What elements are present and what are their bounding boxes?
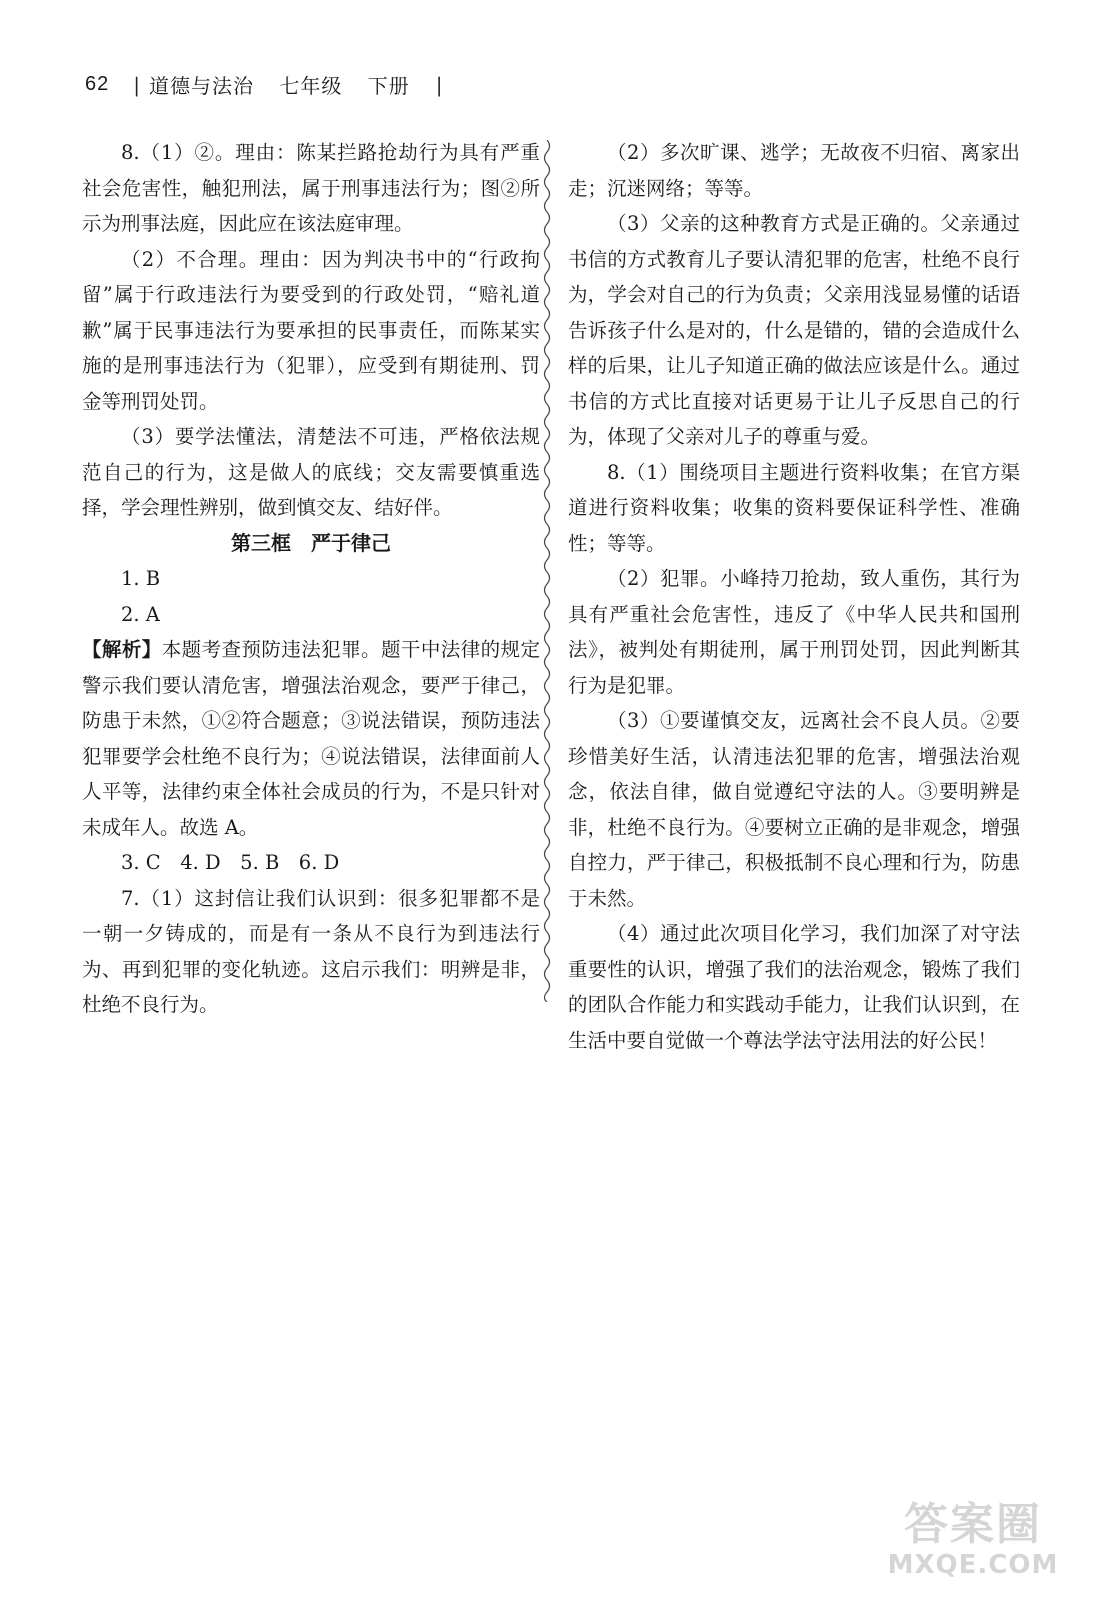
analysis-text: 本题考查预防违法犯罪。题干中法律的规定警示我们要认清危害，增强法治观念，要严于律己，防患于未然，①②符合题意；③说法错误，预防违法犯罪要学会杜绝不良行为；④说法错误，法律面前人人平等，法律约束全体社会成员的行为，不是只针对未成年人。故选 A。 <box>82 638 540 839</box>
answer-8-project-3: （3）①要谨慎交友，远离社会不良人员。②要珍惜美好生活，认清违法犯罪的危害，增强法治观念，依法自律，做自觉遵纪守法的人。③要明辨是非，杜绝不良行为。④要树立正确的是非观念，增强自控力，严于律己，积极抵制不良心理和行为，防患于未然。 <box>568 709 1020 910</box>
answer-8-2: （2）不合理。理由：因为判决书中的“行政拘留”属于行政违法行为要受到的行政处罚，“赔礼道歉”属于民事违法行为要承担的民事责任，而陈某实施的是刑事违法行为（犯罪），应受到有期徒刑、罚金等刑罚处罚。 <box>82 247 540 413</box>
left-column <box>82 135 540 1023</box>
section-heading: 第三框 严于律己 <box>231 530 391 555</box>
right-column <box>568 135 1020 1058</box>
column-divider <box>540 140 554 1002</box>
answers-3-to-6: 3. C 4. D 5. B 6. D <box>121 851 340 874</box>
answer-8-project-1: 8.（1）围绕项目主题进行资料收集；在官方渠道进行资料收集；收集的资料要保证科学性、准确性；等等。 <box>568 460 1020 555</box>
answer-8-project-2: （2）犯罪。小峰持刀抢劫，致人重伤，其行为具有严重社会危害性，违反了《中华人民共和国刑法》，被判处有期徒刑，属于刑罚处罚，因此判断其行为是犯罪。 <box>568 567 1020 697</box>
watermark-logo <box>873 1500 1073 1590</box>
page-number: 62 <box>85 73 110 95</box>
answer-7-3: （3）父亲的这种教育方式是正确的。父亲通过书信的方式教育儿子要认清犯罪的危害，杜绝不良行为，学会对自己的行为负责；父亲用浅显易懂的话语告诉孩子什么是对的，什么是错的，错的会造成什么样的后果，让儿子知道正确的做法应该是什么。通过书信的方式比直接对话更易于让儿子反思自己的行为，体现了父亲对儿子的尊重与爱。 <box>568 212 1020 448</box>
answer-7-2: （2）多次旷课、逃学；无故夜不归宿、离家出走；沉迷网络；等等。 <box>568 141 1020 200</box>
watermark-cn: 答案圈 <box>904 1499 1042 1550</box>
answer-8-3: （3）要学法懂法，清楚法不可违，严格依法规范自己的行为，这是做人的底线；交友需要慎重选择，学会理性辨别，做到慎交友、结好伴。 <box>82 425 540 519</box>
header-divider: | <box>133 72 141 97</box>
watermark-domain: MXQE.COM <box>887 1550 1059 1580</box>
answer-1: 1. B <box>121 567 161 590</box>
analysis-label: 【解析】 <box>82 638 162 661</box>
grade-label: 七年级 <box>279 74 343 98</box>
answer-7-1: 7.（1）这封信让我们认识到：很多犯罪都不是一朝一夕铸成的，而是有一条从不良行为到违法行为、再到犯罪的变化轨迹。这启示我们：明辨是非，杜绝不良行为。 <box>82 886 540 1016</box>
volume-label: 下册 <box>367 74 410 98</box>
page-header <box>85 70 451 99</box>
answer-8-project-4: （4）通过此次项目化学习，我们加深了对守法重要性的认识，增强了我们的法治观念，锻炼了我们的团队合作能力和实践动手能力，让我们认识到，在生活中要自觉做一个尊法学法守法用法的好公民！ <box>568 922 1020 1052</box>
book-title <box>149 70 428 99</box>
analysis-paragraph <box>82 632 540 845</box>
header-divider-end: | <box>435 72 444 97</box>
answer-2: 2. A <box>121 602 160 626</box>
subject-label: 道德与法治 <box>149 74 254 98</box>
answer-8-1: 8.（1）②。理由：陈某拦路抢劫行为具有严重社会危害性，触犯刑法，属于刑事违法行为；图②所示为刑事法庭，因此应在该法庭审理。 <box>82 141 540 235</box>
